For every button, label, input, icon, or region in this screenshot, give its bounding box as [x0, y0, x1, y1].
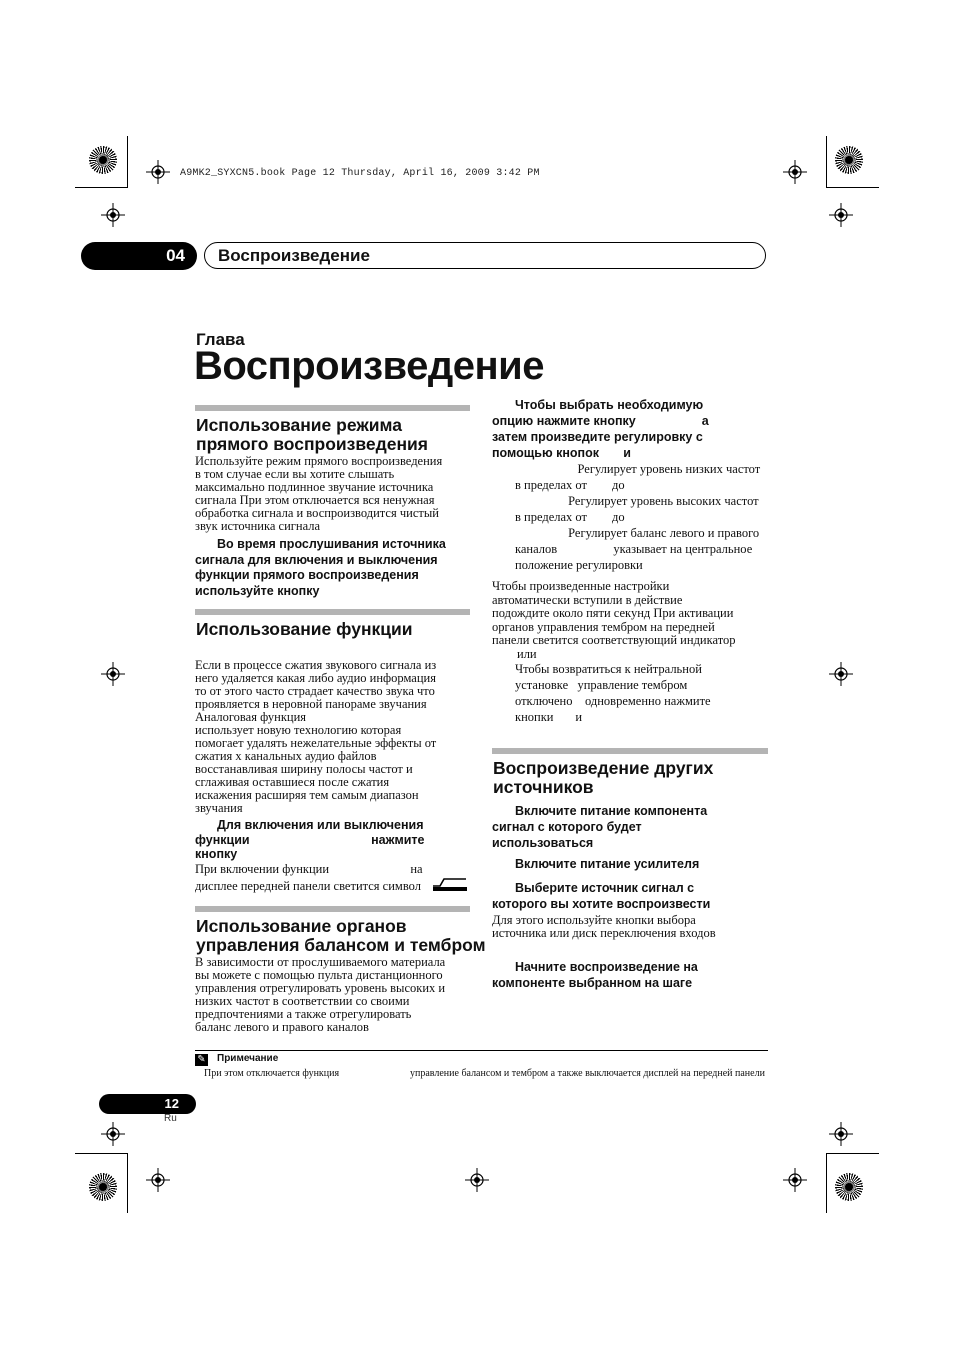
display-symbol-icon: [432, 876, 468, 892]
section-heading: Использование функции: [196, 619, 413, 639]
star-target-top-left: [89, 146, 117, 174]
section-divider: [195, 609, 470, 615]
note-label: Примечание: [217, 1053, 279, 1064]
instruction-step: Для включения или выключения функции нажмите кнопку: [195, 818, 425, 861]
crop-mark: [826, 1153, 879, 1154]
instruction-step: Во время прослушивания источника сигнала для включения и выключения функции прямого воспроизведения используйте кнопку: [195, 537, 446, 598]
star-target-bottom-left: [89, 1173, 117, 1201]
registration-mark-icon: [146, 1168, 170, 1192]
reset-instructions: Чтобы возвратиться к нейтральной установке управление тембром отключено одновременно нажмите кнопки и: [515, 662, 711, 724]
crop-mark: [75, 187, 128, 188]
registration-mark-icon: [101, 203, 125, 227]
crop-mark: [127, 1153, 128, 1213]
section-body: Для этого используйте кнопки выбора источника или диск переключения входов: [492, 913, 716, 940]
chapter-number-badge: 04: [81, 242, 197, 270]
page-number: 12: [99, 1094, 196, 1114]
registration-mark-icon: [101, 1122, 125, 1146]
note-text: управление балансом и тембром а также выключается дисплей на передней панели: [410, 1068, 765, 1079]
section-body: Используйте режим прямого воспроизведения в том случае если вы хотите слышать максимально подлинное звучание источника сигнала При этом отключается вся ненужная обработка сигнала и воспроизводится чистый звук источника сигнала: [195, 454, 443, 533]
section-body: Если в процессе сжатия звукового сигнала из него удаляется какая либо аудио информация то от этого часто страдает качество звука что проявляется в неровной панораме звучания Аналоговая функция использует новую технологию которая помогает удалять нежелательные эффекты от сжатия х канальных аудио файлов восстанавливая ширину полосы частот и сглаживая оставшиеся после сжатия искажения расширяя тем самым диапазон звучания: [195, 658, 437, 815]
crop-mark: [826, 187, 879, 188]
chapter-title: Воспроизведение: [194, 344, 544, 388]
section-divider: [195, 405, 470, 411]
section-heading: Воспроизведение других источников: [493, 758, 714, 797]
crop-mark: [826, 1153, 827, 1213]
star-target-bottom-right: [835, 1173, 863, 1201]
note-icon: ✎: [195, 1054, 208, 1066]
section-body: В зависимости от прослушиваемого материала вы можете с помощью пульта дистанционного управления отрегулировать уровень высоких и низких частот в соответствии со своими предпочтениями а также отрегулировать баланс левого и правого каналов: [195, 955, 446, 1034]
registration-mark-icon: [829, 1122, 853, 1146]
section-divider: [195, 906, 470, 912]
registration-mark-icon: [829, 662, 853, 686]
section-body: Чтобы произведенные настройки автоматически вступили в действие подождите около пяти секунд При активации органов управления тембром на передней панели светится соответствующий индикатор или: [492, 579, 736, 661]
note-rule: [195, 1050, 768, 1051]
instruction-step: Чтобы выбрать необходимую опцию нажмите кнопку а затем произведите регулировку с помощью кнопок и: [492, 398, 709, 460]
registration-mark-icon: [465, 1168, 489, 1192]
registration-mark-icon: [101, 662, 125, 686]
chapter-label: Глава: [196, 330, 245, 349]
instruction-step: Включите питание усилителя: [515, 857, 700, 871]
print-slug: A9MK2_SYXCN5.book Page 12 Thursday, April 16, 2009 3:42 PM: [180, 168, 540, 179]
registration-mark-icon: [783, 160, 807, 184]
crop-mark: [826, 136, 827, 188]
star-target-top-right: [835, 146, 863, 174]
note-text: При этом отключается функция: [204, 1068, 340, 1079]
registration-mark-icon: [829, 203, 853, 227]
instruction-step: Включите питание компонента сигнал с которого будет использоваться: [492, 804, 708, 850]
instruction-step: Выберите источник сигнал с которого вы хотите воспроизвести: [492, 881, 711, 911]
registration-mark-icon: [146, 160, 170, 184]
chapter-header-title: Воспроизведение: [204, 242, 766, 269]
section-heading: Использование органов управления балансом и тембром: [196, 916, 486, 955]
instruction-step: Начните воспроизведение на компоненте выбранном на шаге: [492, 960, 698, 990]
crop-mark: [75, 1153, 128, 1154]
step-result: При включении функции на дисплее передней панели светится символ: [195, 862, 423, 893]
section-heading: Использование режима прямого воспроизведения: [196, 415, 429, 454]
crop-mark: [127, 136, 128, 188]
registration-mark-icon: [783, 1168, 807, 1192]
section-divider: [492, 748, 768, 754]
adjustment-options: Регулирует уровень низких частот в пределах от до Регулирует уровень высоких частот в пределах от до Регулирует баланс левого и правого каналов указывает на центральное положение регулировки: [515, 462, 761, 572]
page-language: Ru: [164, 1113, 177, 1124]
